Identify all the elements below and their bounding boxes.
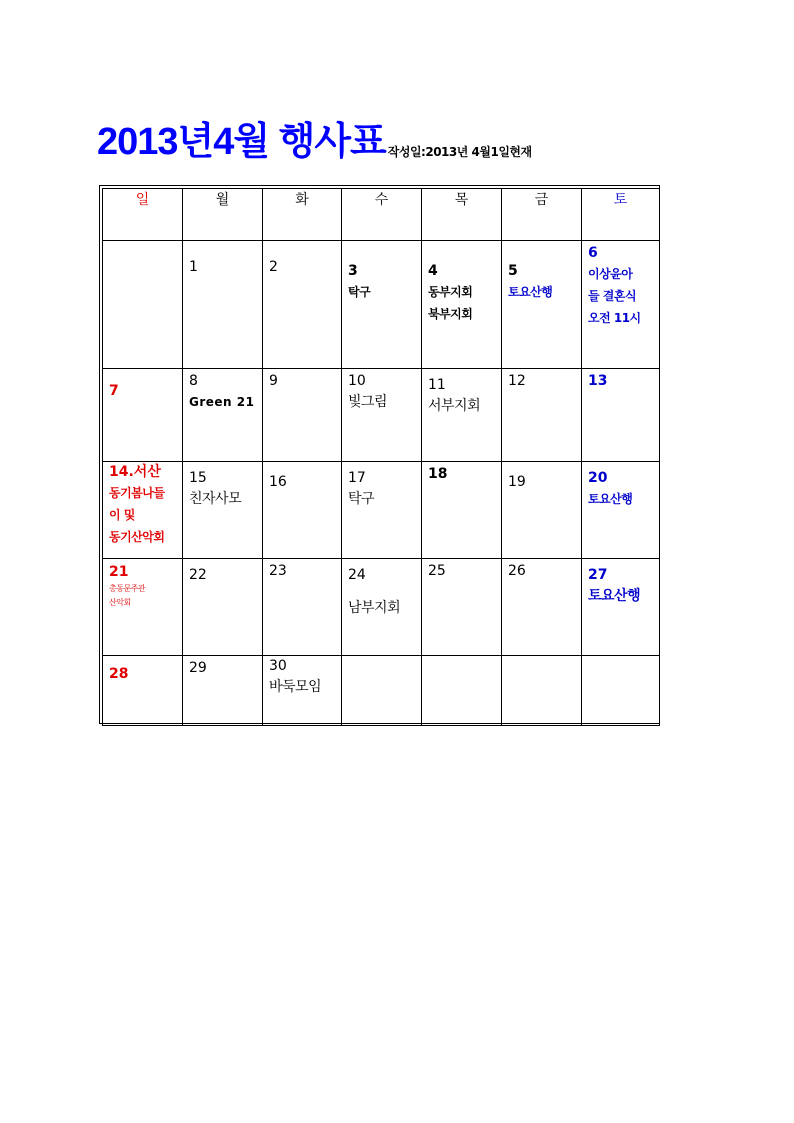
event-text: 바둑모임 xyxy=(269,679,322,695)
day-number: 21 xyxy=(109,564,129,580)
day-cell xyxy=(263,369,342,462)
day-cell xyxy=(103,241,183,369)
day-number: 8 xyxy=(189,373,198,389)
day-cell xyxy=(103,462,183,559)
day-cell xyxy=(342,241,422,369)
weekday-mon: 월 xyxy=(183,189,263,241)
day-cell xyxy=(582,462,660,559)
day-number: 16 xyxy=(269,474,287,490)
week-row-3 xyxy=(103,462,660,559)
day-number: 6 xyxy=(588,245,598,261)
day-cell xyxy=(422,462,502,559)
day-cell xyxy=(422,656,502,726)
event-text: 총동문주관 xyxy=(109,584,146,593)
day-cell xyxy=(342,462,422,559)
day-cell xyxy=(263,656,342,726)
day-cell xyxy=(342,656,422,726)
day-number: 5 xyxy=(508,263,518,279)
day-cell xyxy=(502,656,582,726)
day-cell xyxy=(103,559,183,656)
event-text: 동기봄나들 xyxy=(109,486,165,500)
day-cell xyxy=(582,559,660,656)
week-row-2 xyxy=(103,369,660,462)
event-text: 남부지회 xyxy=(348,600,401,616)
event-text: 산악회 xyxy=(109,598,131,607)
day-number: 13 xyxy=(588,373,608,389)
day-cell xyxy=(183,656,263,726)
day-number: 1 xyxy=(189,259,198,275)
day-number: 27 xyxy=(588,567,608,583)
day-number: 9 xyxy=(269,373,278,389)
event-text: 오전 11시 xyxy=(588,311,641,325)
day-number: 18 xyxy=(428,466,448,482)
weekday-thu: 목 xyxy=(422,189,502,241)
header xyxy=(97,113,697,163)
day-number: 28 xyxy=(109,666,129,682)
event-text: 친자사모 xyxy=(189,491,242,507)
day-number: 24 xyxy=(348,567,366,583)
weekday-sat: 토 xyxy=(582,189,660,241)
day-cell xyxy=(103,656,183,726)
day-cell xyxy=(422,241,502,369)
day-cell xyxy=(582,369,660,462)
day-cell xyxy=(342,559,422,656)
day-number: 7 xyxy=(109,383,119,399)
day-cell xyxy=(582,656,660,726)
event-text: 토요산행 xyxy=(508,285,553,299)
weekday-tue: 화 xyxy=(263,189,342,241)
day-number: 26 xyxy=(508,563,526,579)
event-text: 이상윤아 xyxy=(588,267,633,281)
event-text: 탁구 xyxy=(348,285,371,299)
day-number: 25 xyxy=(428,563,446,579)
day-cell xyxy=(342,369,422,462)
week-row-1 xyxy=(103,241,660,369)
day-number: 11 xyxy=(428,377,446,393)
day-cell xyxy=(502,241,582,369)
event-text: 서부지회 xyxy=(428,398,481,414)
day-cell xyxy=(183,241,263,369)
event-text: 빛그림 xyxy=(348,394,388,410)
day-cell xyxy=(502,462,582,559)
event-text: 들 결혼식 xyxy=(588,289,637,303)
page-title: 2013년4월 행사표 xyxy=(97,121,386,163)
week-row-5 xyxy=(103,656,660,726)
day-cell xyxy=(103,369,183,462)
day-cell xyxy=(183,462,263,559)
event-text: 토요산행 xyxy=(588,588,641,604)
event-text: Green 21 xyxy=(189,395,255,409)
day-number: 23 xyxy=(269,563,287,579)
day-cell xyxy=(263,559,342,656)
day-number: 2 xyxy=(269,259,278,275)
day-number: 20 xyxy=(588,470,608,486)
day-number: 10 xyxy=(348,373,366,389)
event-text: 동기산악회 xyxy=(109,530,165,544)
event-text: 동부지회 xyxy=(428,285,473,299)
week-row-4 xyxy=(103,559,660,656)
day-cell xyxy=(422,369,502,462)
day-cell xyxy=(183,369,263,462)
day-number: 4 xyxy=(428,263,438,279)
day-number: 3 xyxy=(348,263,358,279)
calendar-frame xyxy=(99,185,660,724)
day-number: 15 xyxy=(189,470,207,486)
day-cell xyxy=(422,559,502,656)
event-text: 이 및 xyxy=(109,508,135,522)
day-cell xyxy=(502,559,582,656)
weekday-sun: 일 xyxy=(103,189,183,241)
day-number: 17 xyxy=(348,470,366,486)
day-number: 19 xyxy=(508,474,526,490)
weekday-fri: 금 xyxy=(502,189,582,241)
weekday-wed: 수 xyxy=(342,189,422,241)
day-number: 29 xyxy=(189,660,207,676)
day-cell xyxy=(263,241,342,369)
event-text: 북부지회 xyxy=(428,307,473,321)
day-number: 12 xyxy=(508,373,526,389)
day-cell xyxy=(183,559,263,656)
day-cell xyxy=(502,369,582,462)
event-text: 토요산행 xyxy=(588,492,633,506)
weekday-header-row xyxy=(103,189,660,241)
day-number: 30 xyxy=(269,658,287,674)
day-number: 22 xyxy=(189,567,207,583)
day-cell xyxy=(582,241,660,369)
page-subtitle: 작성일:2013년 4월1일현재 xyxy=(387,145,532,159)
day-cell xyxy=(263,462,342,559)
calendar-table xyxy=(102,188,660,726)
day-number: 14.서산 xyxy=(109,464,161,480)
event-text: 탁구 xyxy=(348,491,375,507)
